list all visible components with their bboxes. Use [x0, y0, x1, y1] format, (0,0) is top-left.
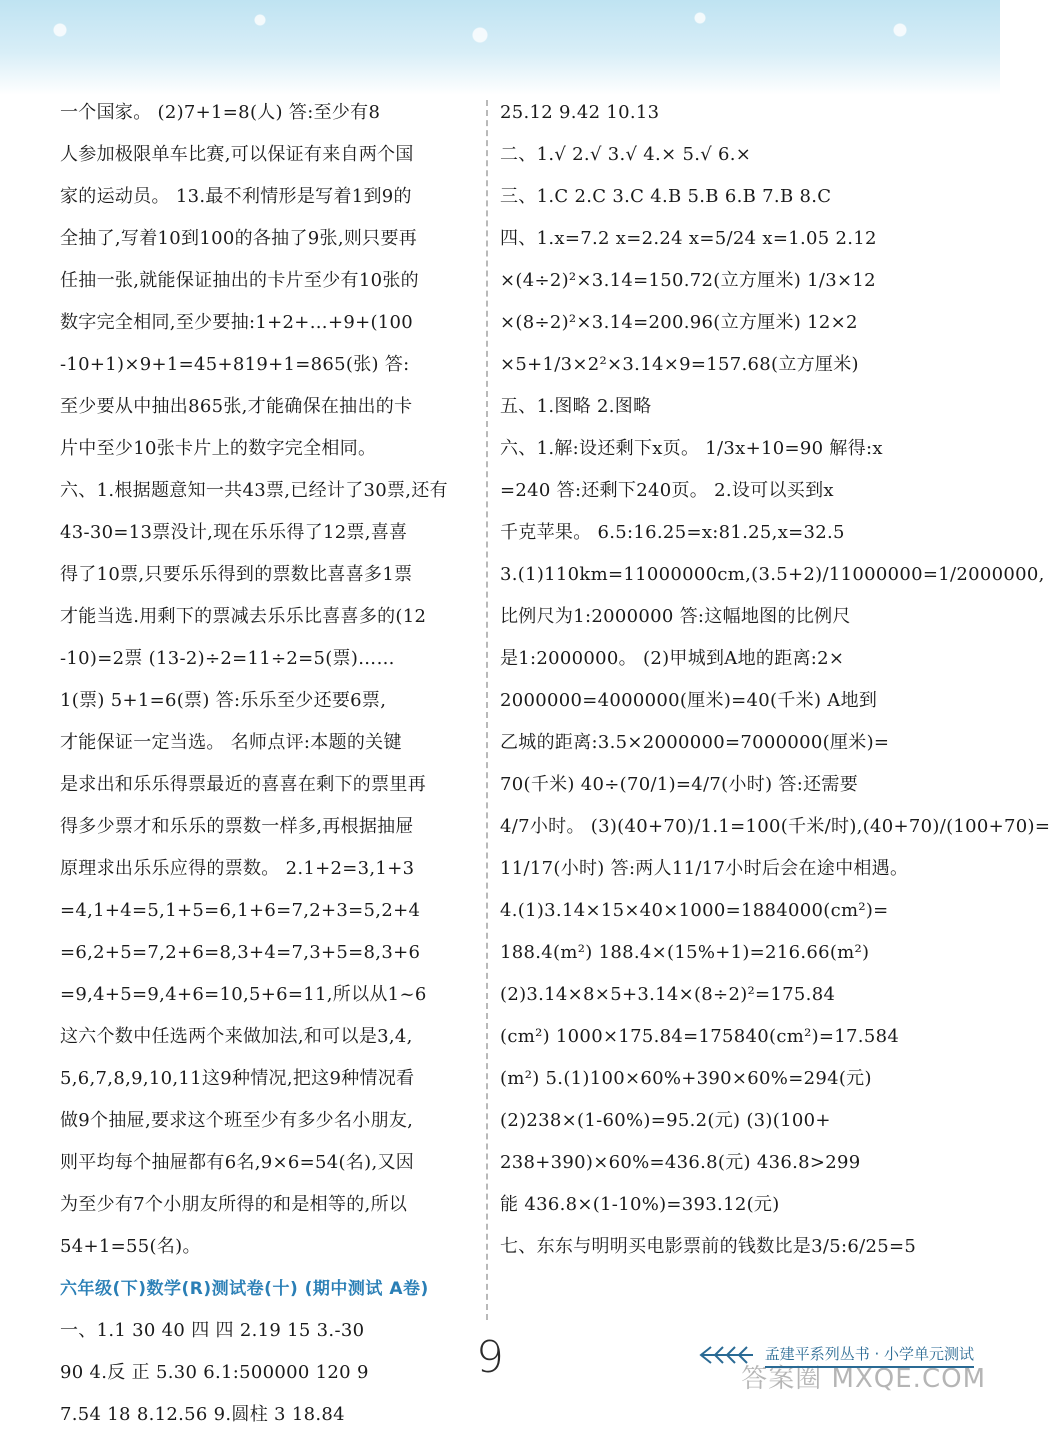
- text-line: 4.(1)3.14×15×40×1000=1884000(cm²)=: [500, 900, 889, 921]
- text-line: 2000000=4000000(厘米)=40(千米) A地到: [500, 690, 878, 711]
- text-line: ×(4÷2)²×3.14=150.72(立方厘米) 1/3×12: [500, 270, 876, 291]
- text-line: 全抽了,写着10到100的各抽了9张,则只要再: [60, 228, 418, 249]
- text-line: 做9个抽屉,要求这个班至少有多少名小朋友,: [60, 1110, 414, 1131]
- text-line: 一、1.1 30 40 四 四 2.19 15 3.-30: [60, 1320, 365, 1341]
- text-line: ×(8÷2)²×3.14=200.96(立方厘米) 12×2: [500, 312, 858, 333]
- text-line: 70(千米) 40÷(70/1)=4/7(小时) 答:还需要: [500, 774, 859, 795]
- text-line: 43-30=13票没计,现在乐乐得了12票,喜喜: [60, 522, 408, 543]
- text-line: 4/7小时。 (3)(40+70)/1.1=100(千米/时),(40+70)/(100+70)=: [500, 816, 1050, 837]
- text-line: 原理求出乐乐应得的票数。 2.1+2=3,1+3: [60, 858, 415, 879]
- page-number: 9: [476, 1332, 504, 1383]
- text-line: 得了10票,只要乐乐得到的票数比喜喜多1票: [60, 564, 413, 585]
- text-line: 才能当选.用剩下的票减去乐乐比喜喜多的(12: [60, 606, 427, 627]
- text-line: 才能保证一定当选。 名师点评:本题的关键: [60, 732, 402, 753]
- text-line: 为至少有7个小朋友所得的和是相等的,所以: [60, 1194, 408, 1215]
- text-line: -10)=2票 (13-2)÷2=11÷2=5(票)……: [60, 648, 395, 669]
- text-line: 则平均每个抽屉都有6名,9×6=54(名),又因: [60, 1152, 415, 1173]
- text-line: 五、1.图略 2.图略: [500, 396, 652, 417]
- text-line: (m²) 5.(1)100×60%+390×60%=294(元): [500, 1068, 872, 1089]
- text-line: 比例尺为1:2000000 答:这幅地图的比例尺: [500, 606, 851, 627]
- arrow-icon: [699, 1344, 755, 1366]
- text-line: 千克苹果。 6.5:16.25=x:81.25,x=32.5: [500, 522, 845, 543]
- text-line: 人参加极限单车比赛,可以保证有来自两个国: [60, 144, 414, 165]
- text-line: 任抽一张,就能保证抽出的卡片至少有10张的: [60, 270, 419, 291]
- text-line: 六、1.解:设还剩下x页。 1/3x+10=90 解得:x: [500, 438, 883, 459]
- top-decorative-band: [0, 0, 1000, 95]
- text-line: 数字完全相同,至少要抽:1+2+…+9+(100: [60, 312, 414, 333]
- text-line: 至少要从中抽出865张,才能确保在抽出的卡: [60, 396, 413, 417]
- text-line: 3.(1)110km=11000000cm,(3.5+2)/11000000=1/2000000,: [500, 564, 1045, 585]
- text-line: =9,4+5=9,4+6=10,5+6=11,所以从1~6: [60, 984, 427, 1005]
- text-line: =4,1+4=5,1+5=6,1+6=7,2+3=5,2+4: [60, 900, 421, 921]
- watermark: 答案圈 MXQE.COM: [741, 1364, 986, 1394]
- text-line: 54+1=55(名)。: [60, 1236, 201, 1257]
- text-line: 一个国家。 (2)7+1=8(人) 答:至少有8: [60, 102, 381, 123]
- text-line: 238+390)×60%=436.8(元) 436.8>299: [500, 1152, 861, 1173]
- text-line: 5,6,7,8,9,10,11这9种情况,把这9种情况看: [60, 1068, 415, 1089]
- text-line: 家的运动员。 13.最不利情形是写着1到9的: [60, 186, 412, 207]
- text-line: 片中至少10张卡片上的数字完全相同。: [60, 438, 377, 459]
- text-line: 7.54 18 8.12.56 9.圆柱 3 18.84: [60, 1404, 345, 1425]
- text-line: 是求出和乐乐得票最近的喜喜在剩下的票里再: [60, 774, 426, 795]
- column-divider: [486, 100, 488, 1320]
- text-line: 90 4.反 正 5.30 6.1:500000 120 9: [60, 1362, 369, 1383]
- text-line: =6,2+5=7,2+6=8,3+4=7,3+5=8,3+6: [60, 942, 421, 963]
- right-column: [500, 92, 1050, 1268]
- left-column: [60, 92, 475, 1436]
- text-line: 六、1.根据题意知一共43票,已经计了30票,还有: [60, 480, 448, 501]
- text-line: (2)3.14×8×5+3.14×(8÷2)²=175.84: [500, 984, 836, 1005]
- text-line: 二、1.√ 2.√ 3.√ 4.× 5.√ 6.×: [500, 144, 752, 165]
- text-line: 11/17(小时) 答:两人11/17小时后会在途中相遇。: [500, 858, 909, 879]
- text-line: =240 答:还剩下240页。 2.设可以买到x: [500, 480, 834, 501]
- text-line: 四、1.x=7.2 x=2.24 x=5/24 x=1.05 2.12: [500, 228, 877, 249]
- text-line: 是1:2000000。 (2)甲城到A地的距离:2×: [500, 648, 845, 669]
- text-line: 得多少票才和乐乐的票数一样多,再根据抽屉: [60, 816, 414, 837]
- test-section-title: 六年级(下)数学(R)测试卷(十) (期中测试 A卷): [60, 1279, 429, 1299]
- text-line: 七、东东与明明买电影票前的钱数比是3/5:6/25=5: [500, 1236, 917, 1257]
- text-line: 这六个数中任选两个来做加法,和可以是3,4,: [60, 1026, 413, 1047]
- text-line: 25.12 9.42 10.13: [500, 102, 660, 123]
- text-line: 能 436.8×(1-10%)=393.12(元): [500, 1194, 780, 1215]
- text-line: 188.4(m²) 188.4×(15%+1)=216.66(m²): [500, 942, 870, 963]
- text-line: ×5+1/3×2²×3.14×9=157.68(立方厘米): [500, 354, 859, 375]
- footer-text: 孟建平系列丛书 · 小学单元测试: [765, 1343, 974, 1368]
- text-line: 三、1.C 2.C 3.C 4.B 5.B 6.B 7.B 8.C: [500, 186, 832, 207]
- text-line: 乙城的距离:3.5×2000000=7000000(厘米)=: [500, 732, 890, 753]
- footer-series: [699, 1337, 974, 1373]
- text-line: 1(票) 5+1=6(票) 答:乐乐至少还要6票,: [60, 690, 387, 711]
- text-line: (cm²) 1000×175.84=175840(cm²)=17.584: [500, 1026, 900, 1047]
- text-line: (2)238×(1-60%)=95.2(元) (3)(100+: [500, 1110, 831, 1131]
- text-line: -10+1)×9+1=45+819+1=865(张) 答:: [60, 354, 410, 375]
